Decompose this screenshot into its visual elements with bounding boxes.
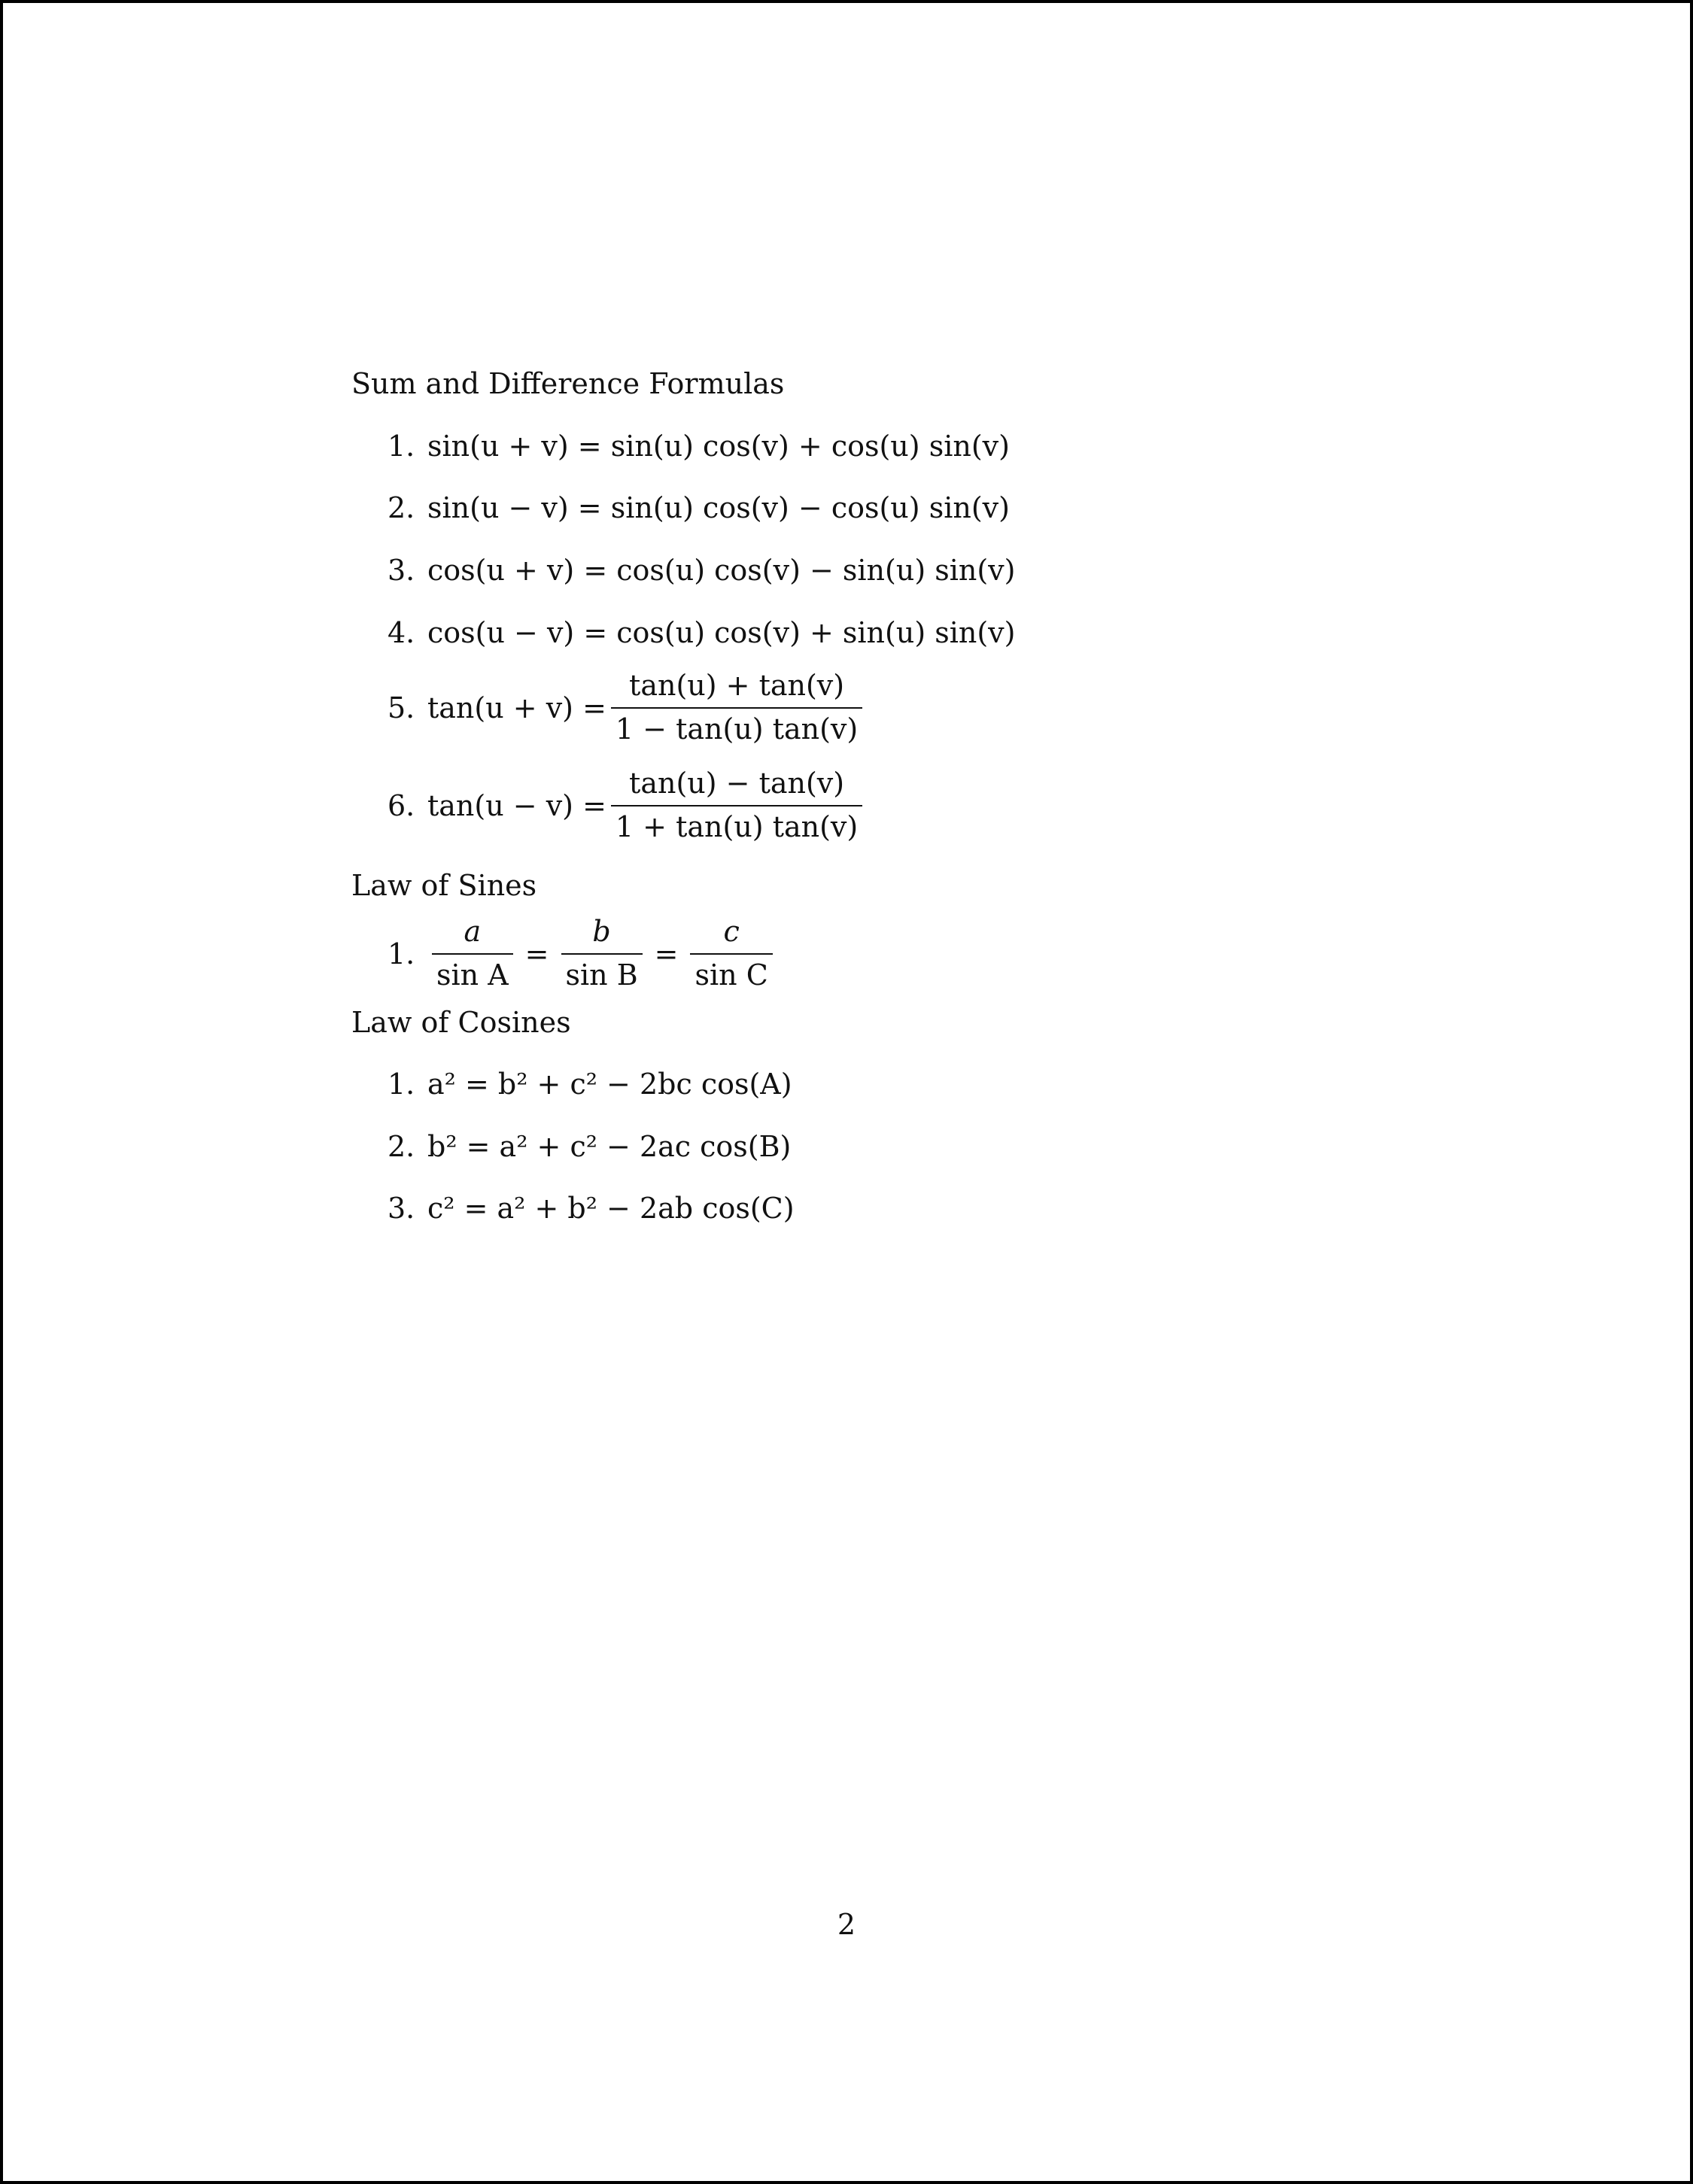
formula: b² = a² + c² − 2ac cos(B)	[427, 1130, 792, 1163]
equals-sign: =	[654, 937, 679, 970]
item-number: 1.	[388, 937, 415, 970]
denominator: sin A	[436, 958, 509, 992]
lhs: tan(u + v) =	[427, 691, 606, 724]
fraction	[611, 769, 862, 843]
formula: cos(u − v) = cos(u) cos(v) + sin(u) sin(v)	[427, 616, 1016, 649]
equals-sign: =	[524, 937, 549, 970]
sum-diff-item-3	[388, 556, 1015, 585]
item-number: 2.	[388, 491, 415, 524]
fraction	[611, 671, 862, 745]
numerator: tan(u) − tan(v)	[629, 767, 845, 800]
denominator: sin B	[565, 958, 638, 992]
sum-diff-item-4	[388, 618, 1015, 647]
item-number: 1.	[388, 430, 415, 463]
item-number: 6.	[388, 788, 415, 822]
sum-diff-item-1	[388, 430, 1010, 463]
item-number: 3.	[388, 1192, 415, 1225]
fraction-bar	[432, 953, 513, 955]
lhs: tan(u − v) =	[427, 788, 606, 822]
sum-diff-item-5	[388, 671, 867, 745]
formula: sin(u + v) = sin(u) cos(v) + cos(u) sin(v)	[427, 430, 1010, 463]
item-number: 5.	[388, 691, 415, 724]
formula: cos(u + v) = cos(u) cos(v) − sin(u) sin(v)	[427, 554, 1016, 587]
section-title-sum-difference: Sum and Difference Formulas	[351, 367, 785, 400]
numerator: tan(u) + tan(v)	[629, 669, 845, 702]
formula: sin(u − v) = sin(u) cos(v) − cos(u) sin(v)	[427, 491, 1010, 524]
law-cosines-item-3	[388, 1194, 795, 1223]
formula: c² = a² + b² − 2ab cos(C)	[427, 1192, 795, 1225]
item-number: 3.	[388, 554, 415, 587]
item-number: 1.	[388, 1068, 415, 1101]
fraction-c-over-sin-c	[690, 917, 772, 991]
law-sines-item-1	[388, 917, 777, 991]
page-number: 2	[837, 1908, 856, 1941]
sum-diff-item-2	[388, 491, 1010, 524]
section-title-law-of-sines: Law of Sines	[351, 869, 537, 902]
numerator: a	[464, 915, 482, 948]
fraction-a-over-sin-a	[432, 917, 513, 991]
fraction-bar	[690, 953, 772, 955]
numerator: c	[723, 915, 740, 948]
section-title-law-of-cosines: Law of Cosines	[351, 1006, 571, 1039]
law-cosines-item-2	[388, 1132, 791, 1161]
sum-diff-item-6	[388, 769, 867, 843]
fraction-bar	[611, 805, 862, 806]
denominator: 1 − tan(u) tan(v)	[615, 712, 859, 746]
fraction-b-over-sin-b	[561, 917, 643, 991]
denominator: 1 + tan(u) tan(v)	[615, 810, 859, 843]
numerator: b	[592, 915, 611, 948]
item-number: 4.	[388, 616, 415, 649]
denominator: sin C	[695, 958, 768, 992]
formula: a² = b² + c² − 2bc cos(A)	[427, 1068, 792, 1101]
fraction-bar	[611, 707, 862, 709]
item-number: 2.	[388, 1130, 415, 1163]
fraction-bar	[561, 953, 643, 955]
law-cosines-item-1	[388, 1068, 792, 1101]
